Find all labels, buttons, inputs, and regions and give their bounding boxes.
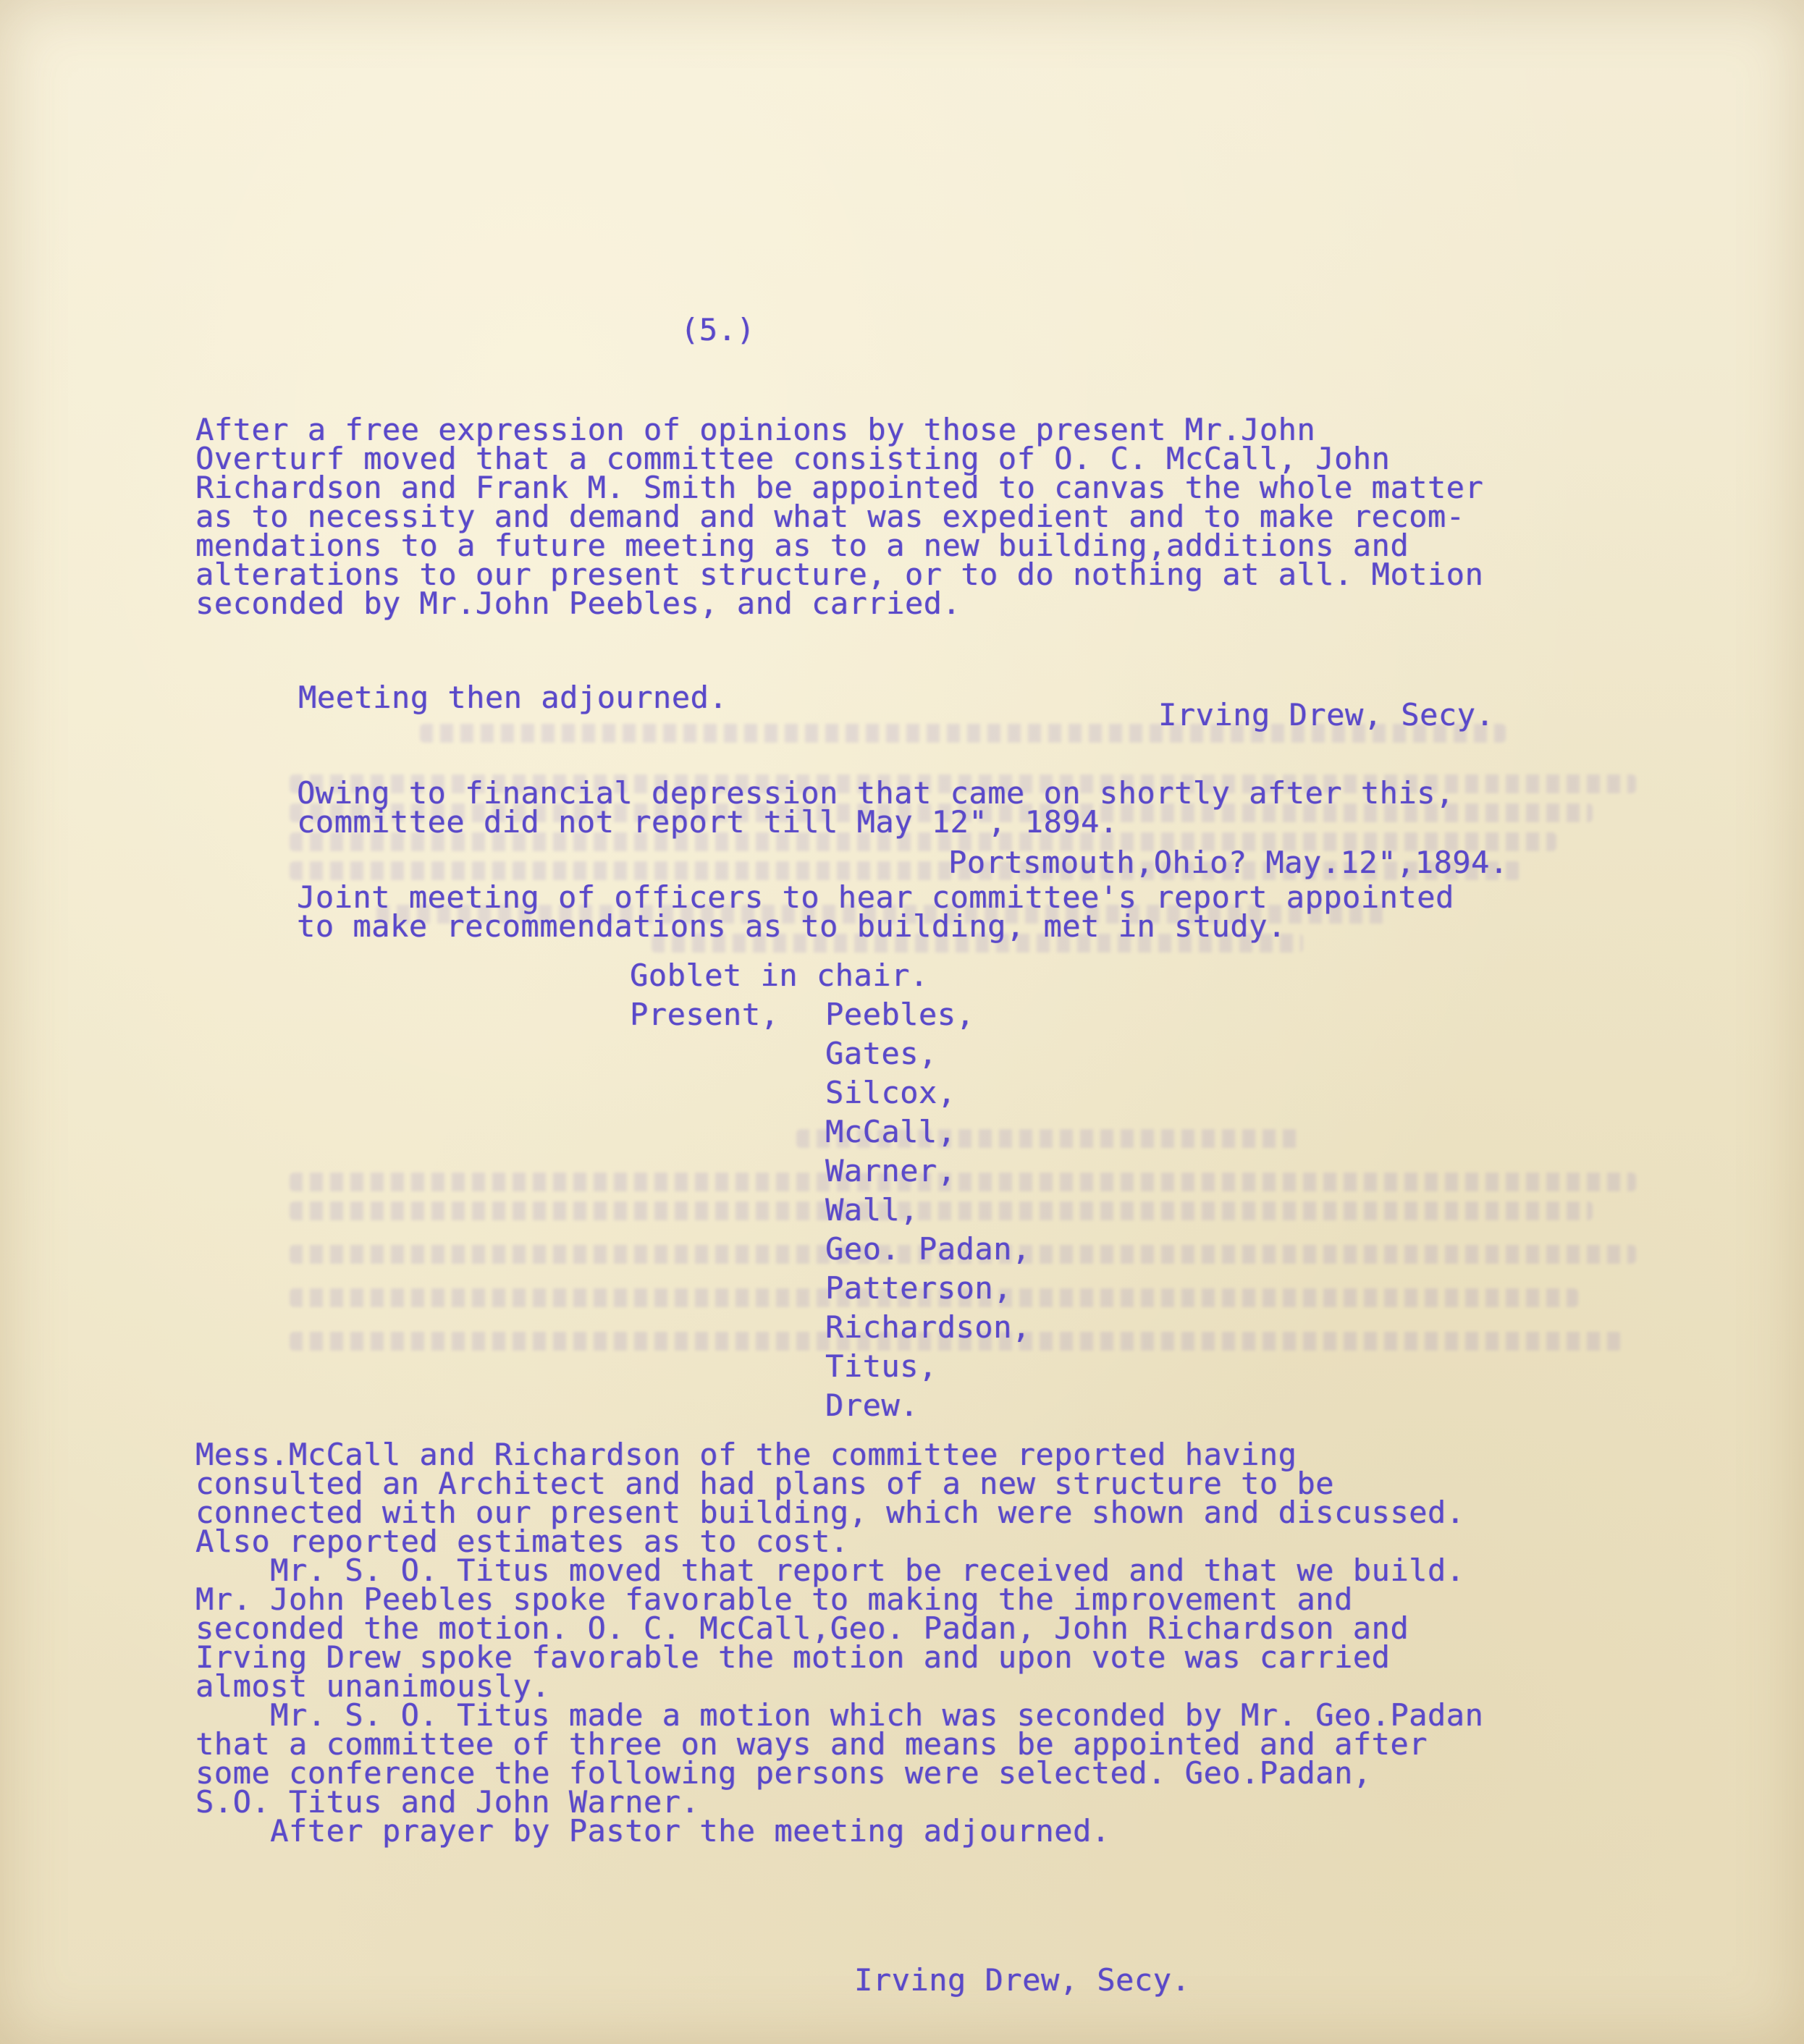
attendee-name: Warner, [825,1153,956,1188]
attendee-name: Titus, [825,1348,937,1384]
paragraph-committee-motion: After a free expression of opinions by those present Mr.John Overturf moved that a committee consisting of O. C. McCall, John Richardson and Frank M. Smith be appointed to canvas the whole matter as to necessity and demand and what was expedient and to make recom- mendations to a future meeting as to a new building,additions and alterations to our present structure, or to do nothing at all. Motion seconded by Mr.John Peebles, and carried. [195,412,1484,621]
secretary-signature-2: Irving Drew, Secy. [854,1962,1191,1998]
attendee-name: Silcox, [825,1075,956,1110]
paragraph-committee-report: Mess.McCall and Richardson of the committee reported having consulted an Architect and had plans of a new structure to be connected with our present building, which were shown and discussed. Also reported estimates as to cost. Mr. S. O. Titus moved that report be received and that we build. Mr. John Peebles spoke favorable to making the improvement and seconded the motion. O. C. McCall,Geo. Padan, John Richardson and Irving Drew spoke favorable the motion and upon vote was carried almost unanimously. Mr. S. O. Titus made a motion which was seconded by Mr. Geo.Padan that a committee of three on ways and means be appointed and after some conference the following persons were selected. Geo.Padan, S.O. Titus and John Warner. After prayer by Pastor the meeting adjourned. [195,1437,1484,1849]
attendee-name: McCall, [825,1114,956,1149]
chair-line: Goblet in chair. [630,958,929,993]
attendee-name: Geo. Padan, [825,1231,1031,1267]
attendee-name: Peebles, [825,997,975,1032]
page-number: (5.) [680,312,756,347]
place-and-date: Portsmouth,Ohio? May.12",1894. [948,845,1509,880]
attendee-name: Gates, [825,1036,937,1071]
paragraph-joint-meeting: Joint meeting of officers to hear committee's report appointed to make recommendations as to building, met in study. [297,879,1454,944]
attendee-name: Wall, [825,1192,919,1228]
attendee-name: Patterson, [825,1270,1012,1306]
paragraph-financial-depression: Owing to financial depression that came on shortly after this, committee did not report till May 12", 1894. [297,775,1454,840]
attendee-name: Drew. [825,1388,919,1423]
attendee-name: Richardson, [825,1309,1031,1345]
secretary-signature-1: Irving Drew, Secy. [1158,697,1495,732]
present-label: Present, [630,997,780,1032]
meeting-adjourned-note: Meeting then adjourned. [298,680,728,715]
